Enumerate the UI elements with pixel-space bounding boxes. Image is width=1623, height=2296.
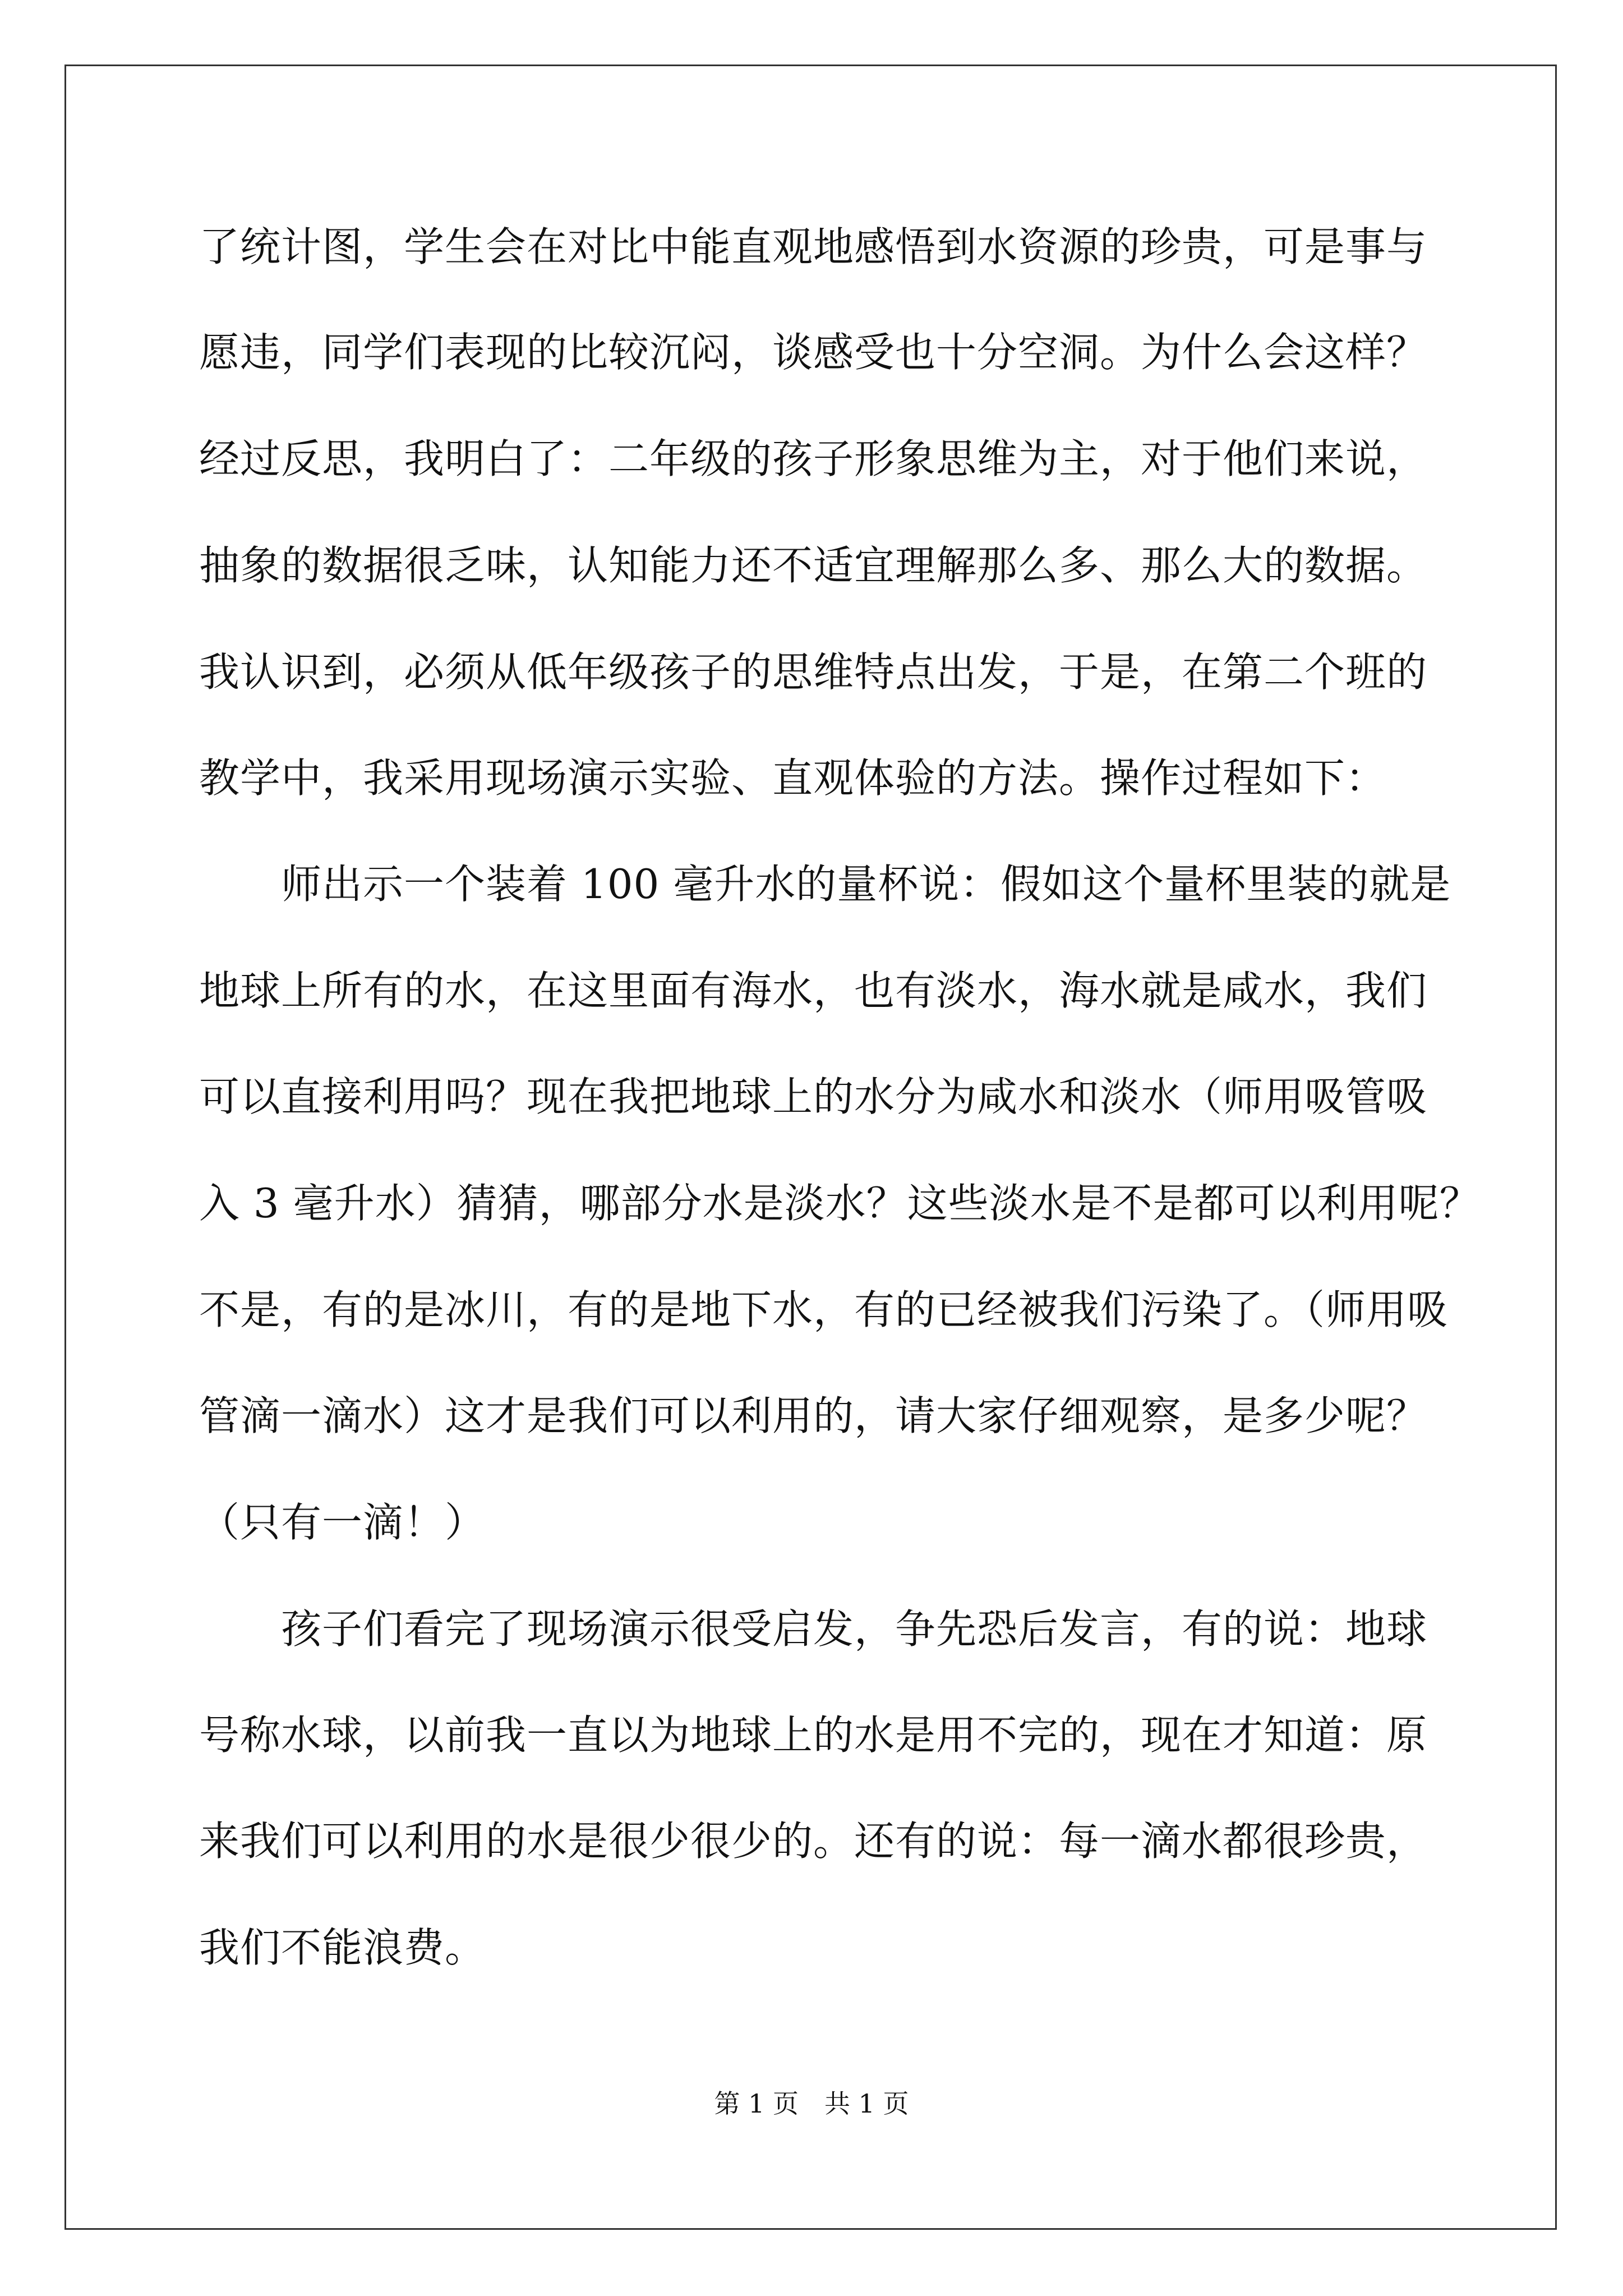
page-number-footer: 第 1 页 共 1 页 bbox=[714, 2088, 909, 2119]
text-line: 抽象的数据很乏味，认知能力还不适宜理解那么多、那么大的数据。 bbox=[199, 542, 1428, 589]
text-line: 号称水球，以前我一直以为地球上的水是用不完的，现在才知道：原 bbox=[199, 1711, 1428, 1759]
text-line: 不是，有的是冰川，有的是地下水，有的已经被我们污染了。（师用吸 bbox=[199, 1286, 1449, 1333]
text-line: 管滴一滴水）这才是我们可以利用的，请大家仔细观察，是多少呢？ bbox=[199, 1392, 1428, 1439]
text-line: 入 3 毫升水）猜猜，哪部分水是淡水？这些淡水是不是都可以利用呢？ bbox=[199, 1180, 1481, 1227]
text-line: 地球上所有的水，在这里面有海水，也有淡水，海水就是咸水，我们 bbox=[199, 967, 1428, 1014]
text-line: （只有一滴！） bbox=[199, 1499, 486, 1546]
text-line: 来我们可以利用的水是很少很少的。还有的说：每一滴水都很珍贵， bbox=[199, 1818, 1428, 1865]
paragraph-start-line: 师出示一个装着 100 毫升水的量杯说：假如这个量杯里装的就是 bbox=[199, 861, 1451, 908]
text-line: 了统计图，学生会在对比中能直观地感悟到水资源的珍贵，可是事与 bbox=[199, 223, 1428, 270]
text-line: 经过反思，我明白了：二年级的孩子形象思维为主，对于他们来说， bbox=[199, 435, 1428, 482]
text-line: 教学中，我采用现场演示实验、直观体验的方法。操作过程如下： bbox=[199, 754, 1387, 802]
text-line: 可以直接利用吗？现在我把地球上的水分为咸水和淡水（师用吸管吸 bbox=[199, 1073, 1428, 1120]
paragraph-start-line: 孩子们看完了现场演示很受启发，争先恐后发言，有的说：地球 bbox=[199, 1605, 1428, 1653]
text-line: 我们不能浪费。 bbox=[199, 1924, 486, 1971]
page-border bbox=[64, 65, 1557, 2230]
text-line: 我认识到，必须从低年级孩子的思维特点出发，于是，在第二个班的 bbox=[199, 648, 1428, 696]
text-line: 愿违，同学们表现的比较沉闷，谈感受也十分空洞。为什么会这样？ bbox=[199, 329, 1428, 376]
